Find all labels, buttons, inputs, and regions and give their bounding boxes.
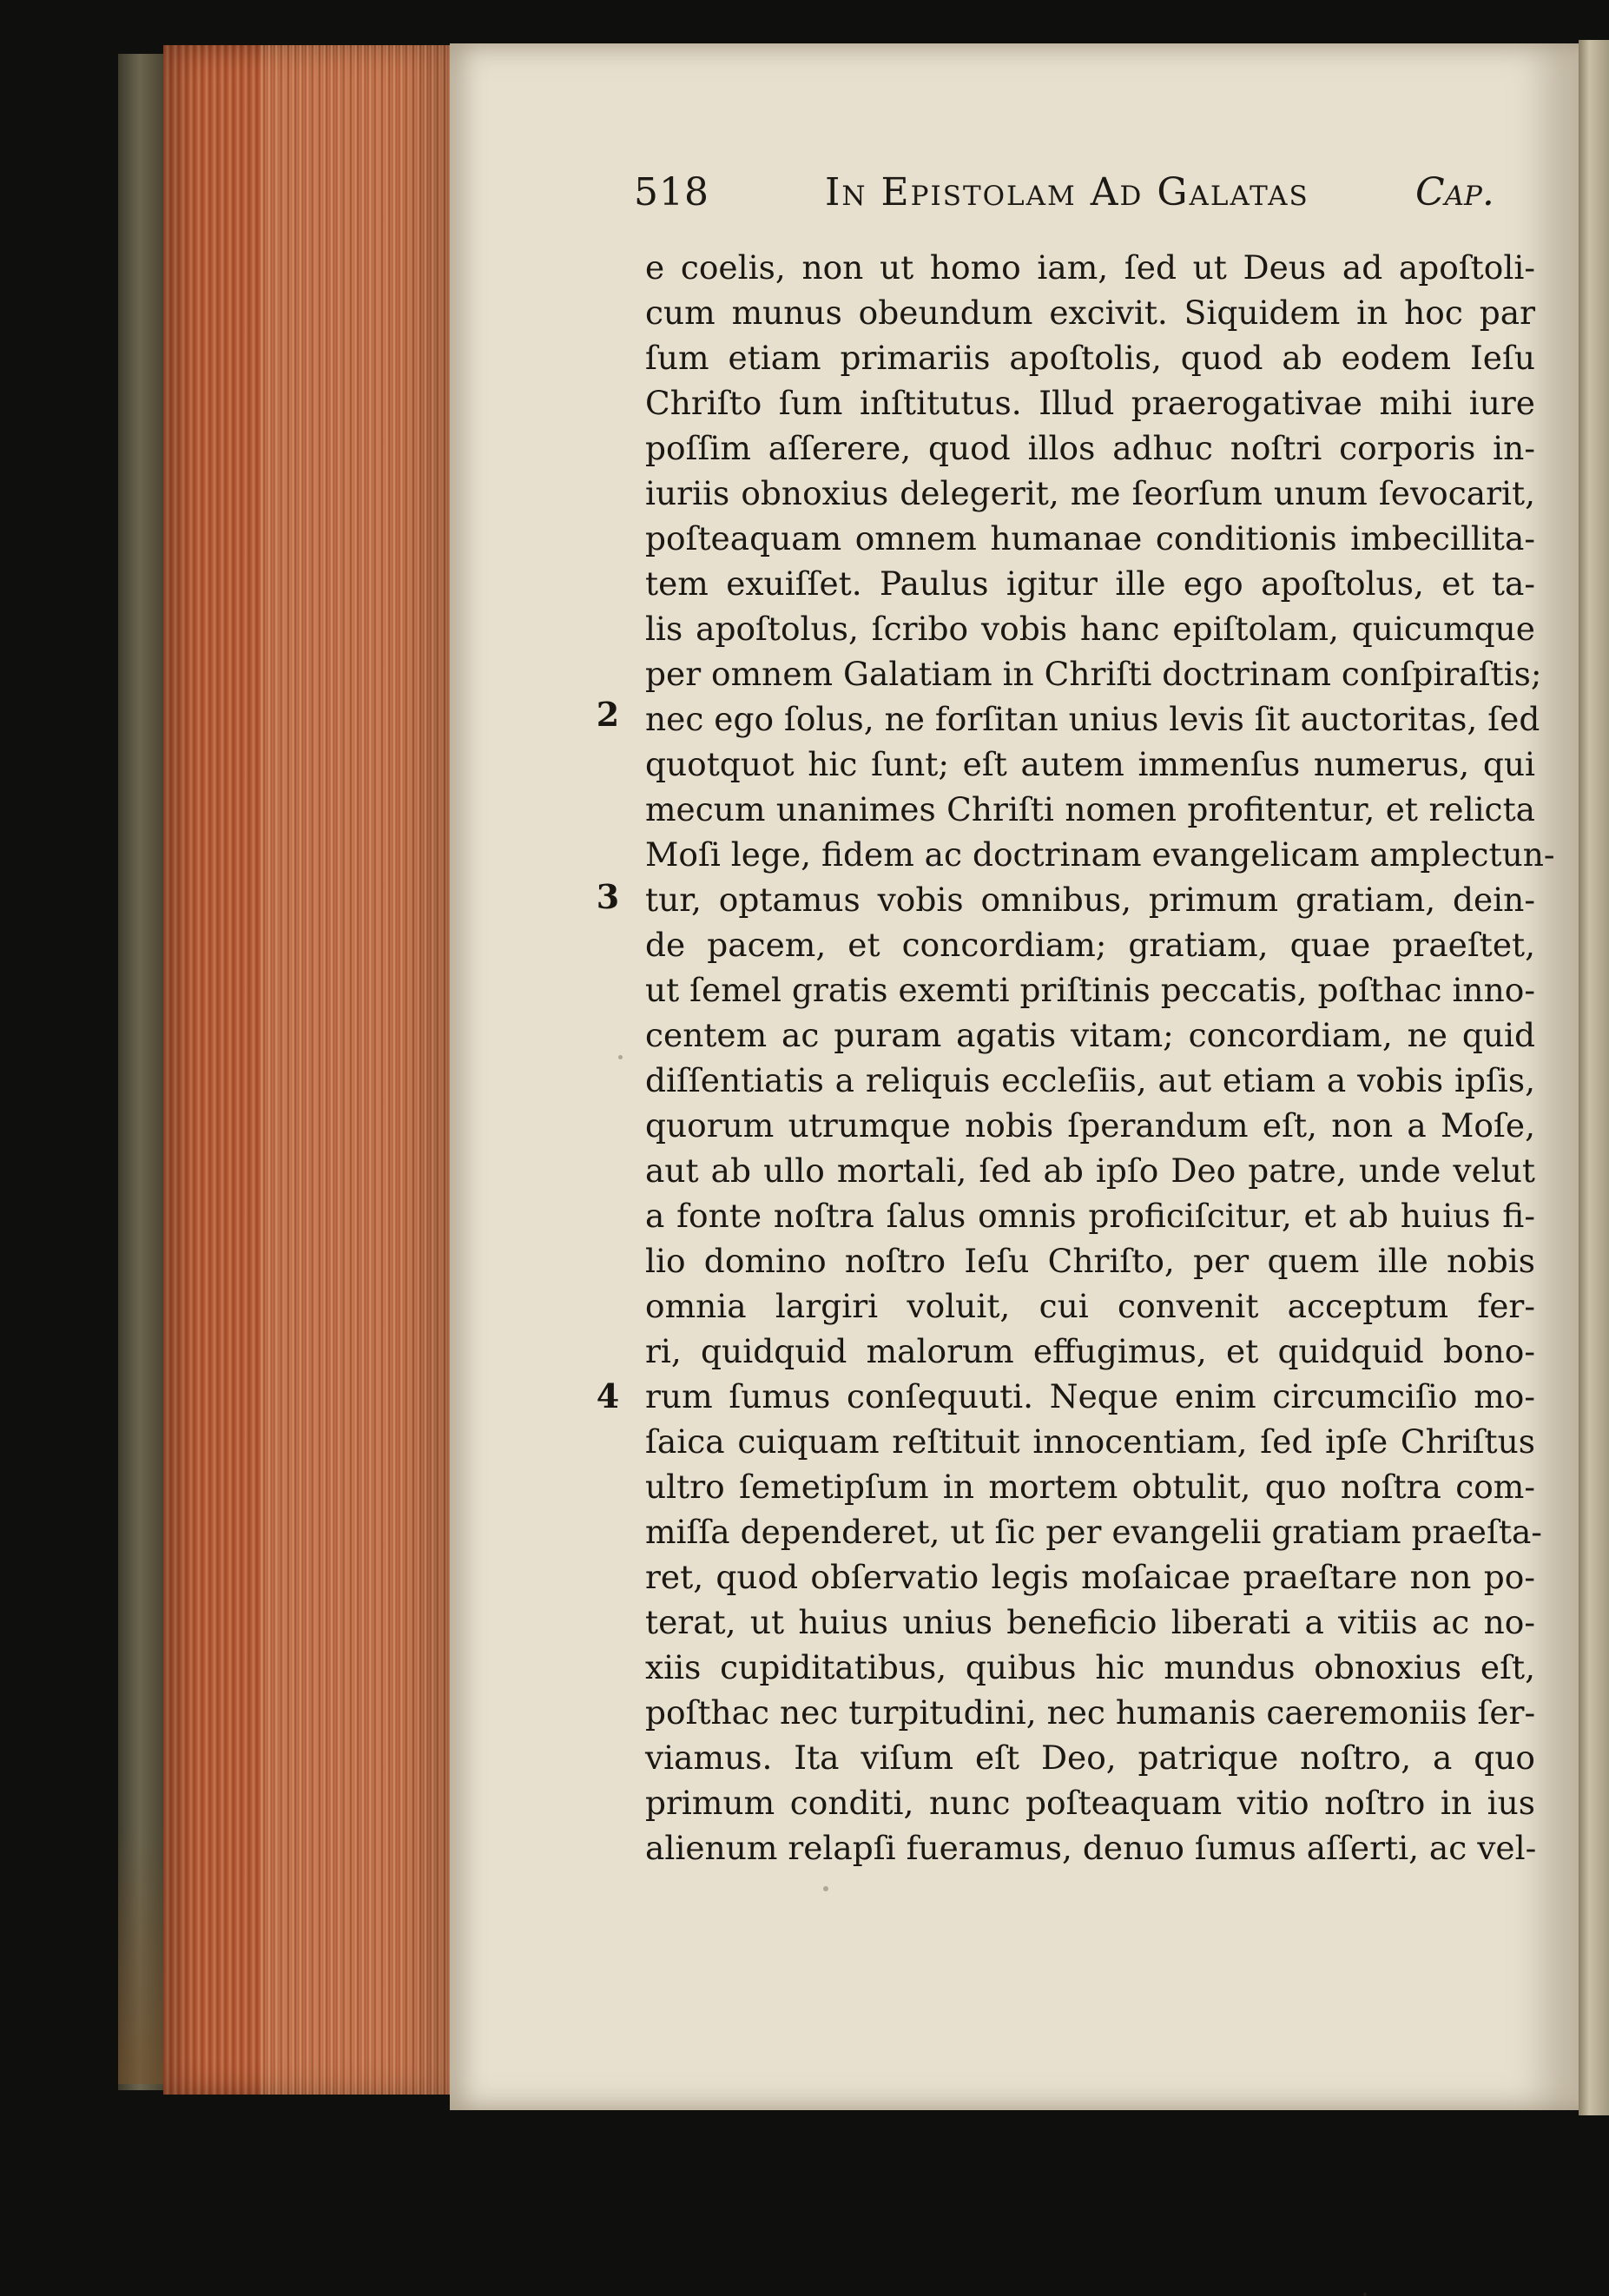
- text-line: ut ſemel gratis exemti priſtinis peccatis, poſthac inno-: [645, 971, 1535, 1009]
- text-line: alienum relapſi fueramus, denuo ſumus aſſerti, ac vel-: [645, 1829, 1537, 1867]
- text-line: diſſentiatis a reliquis eccleſiis, aut etiam a vobis ipſis,: [645, 1061, 1535, 1099]
- text-line: cum munus obeundum excivit. Siquidem in hoc par: [645, 294, 1535, 332]
- page-stack-highlight: [260, 45, 450, 2095]
- running-header: [634, 165, 1546, 226]
- text-line: omnia largiri voluit, cui convenit acceptum fer-: [645, 1287, 1535, 1325]
- text-line: ret, quod obſervatio legis moſaicae praeſtare non po-: [645, 1558, 1535, 1596]
- text-line: rum ſumus conſequuti. Neque enim circumciſio mo-: [645, 1377, 1535, 1415]
- text-line: de pacem, et concordiam; gratiam, quae praeſtet,: [645, 926, 1535, 964]
- text-line: ſaica cuiquam reſtituit innocentiam, ſed ipſe Chriſtus: [645, 1422, 1535, 1461]
- text-line: ſum etiam primariis apoſtolis, quod ab eodem Ieſu: [645, 339, 1535, 377]
- text-line: mecum unanimes Chriſti nomen profitentur, et relicta: [645, 790, 1535, 828]
- text-line: ri, quidquid malorum effugimus, et quidquid bono-: [645, 1332, 1535, 1370]
- text-line: xiis cupiditatibus, quibus hic mundus obnoxius eſt,: [645, 1648, 1535, 1686]
- text-line: Chriſto ſum inſtitutus. Illud praerogativae mihi iure: [645, 384, 1535, 422]
- text-line: aut ab ullo mortali, ſed ab ipſo Deo patre, unde velut: [645, 1151, 1535, 1190]
- text-line: quorum utrumque nobis ſperandum eſt, non a Moſe,: [645, 1106, 1535, 1145]
- text-line: terat, ut huius unius beneficio liberati a vitiis ac no-: [645, 1603, 1535, 1641]
- verse-number-2: 2: [596, 695, 620, 734]
- text-line: primum conditi, nunc poſteaquam vitio noſtro in ius: [645, 1784, 1535, 1822]
- text-line: ultro ſemetipſum in mortem obtulit, quo noſtra com-: [645, 1468, 1535, 1506]
- paper-speck: [823, 1886, 828, 1891]
- paper-speck: [1363, 2293, 1367, 2296]
- paper-speck: [618, 1055, 623, 1059]
- text-line: nec ego ſolus, ne forſitan unius levis ſit auctoritas, ſed: [645, 700, 1540, 738]
- page-gutter: [1579, 40, 1609, 2115]
- text-line: Moſi lege, fidem ac doctrinam evangelicam amplectun-: [645, 835, 1555, 874]
- text-line: tem exuiſſet. Paulus igitur ille ego apoſtolus, et ta-: [645, 564, 1535, 603]
- text-line: poſteaquam omnem humanae conditionis imbecillita-: [645, 519, 1535, 558]
- text-line: lio domino noſtro Ieſu Chriſto, per quem ille nobis: [645, 1242, 1535, 1280]
- text-line: quotquot hic ſunt; eſt autem immenſus numerus, qui: [645, 745, 1535, 783]
- text-line: centem ac puram agatis vitam; concordiam, ne quid: [645, 1016, 1535, 1054]
- chapter-label: Cap.: [1415, 170, 1494, 214]
- text-line: poſſim aſſerere, quod illos adhuc noſtri corporis in-: [645, 429, 1535, 467]
- text-line: miſſa dependeret, ut ſic per evangelii gratiam praeſta-: [645, 1513, 1542, 1551]
- text-line: per omnem Galatiam in Chriſti doctrinam conſpiraſtis;: [645, 655, 1542, 693]
- text-line: a fonte noſtra ſalus omnis proficiſcitur, et ab huius fi-: [645, 1197, 1535, 1235]
- verse-number-3: 3: [596, 877, 620, 916]
- verse-number-4: 4: [596, 1376, 620, 1415]
- text-line: tur, optamus vobis omnibus, primum gratiam, dein-: [645, 881, 1535, 919]
- text-line: poſthac nec turpitudini, nec humanis caeremoniis ſer-: [645, 1693, 1536, 1732]
- page-number: 518: [634, 170, 709, 214]
- text-line: lis apoſtolus, ſcribo vobis hanc epiſtolam, quicumque: [645, 610, 1535, 648]
- text-line: e coelis, non ut homo iam, ſed ut Deus ad apoſtoli-: [645, 248, 1535, 287]
- running-title: In Epistolam Ad Galatas: [825, 170, 1309, 214]
- text-line: viamus. Ita viſum eſt Deo, patrique noſtro, a quo: [645, 1738, 1535, 1777]
- text-line: iuriis obnoxius delegerit, me ſeorſum unum ſevocarit,: [645, 474, 1535, 512]
